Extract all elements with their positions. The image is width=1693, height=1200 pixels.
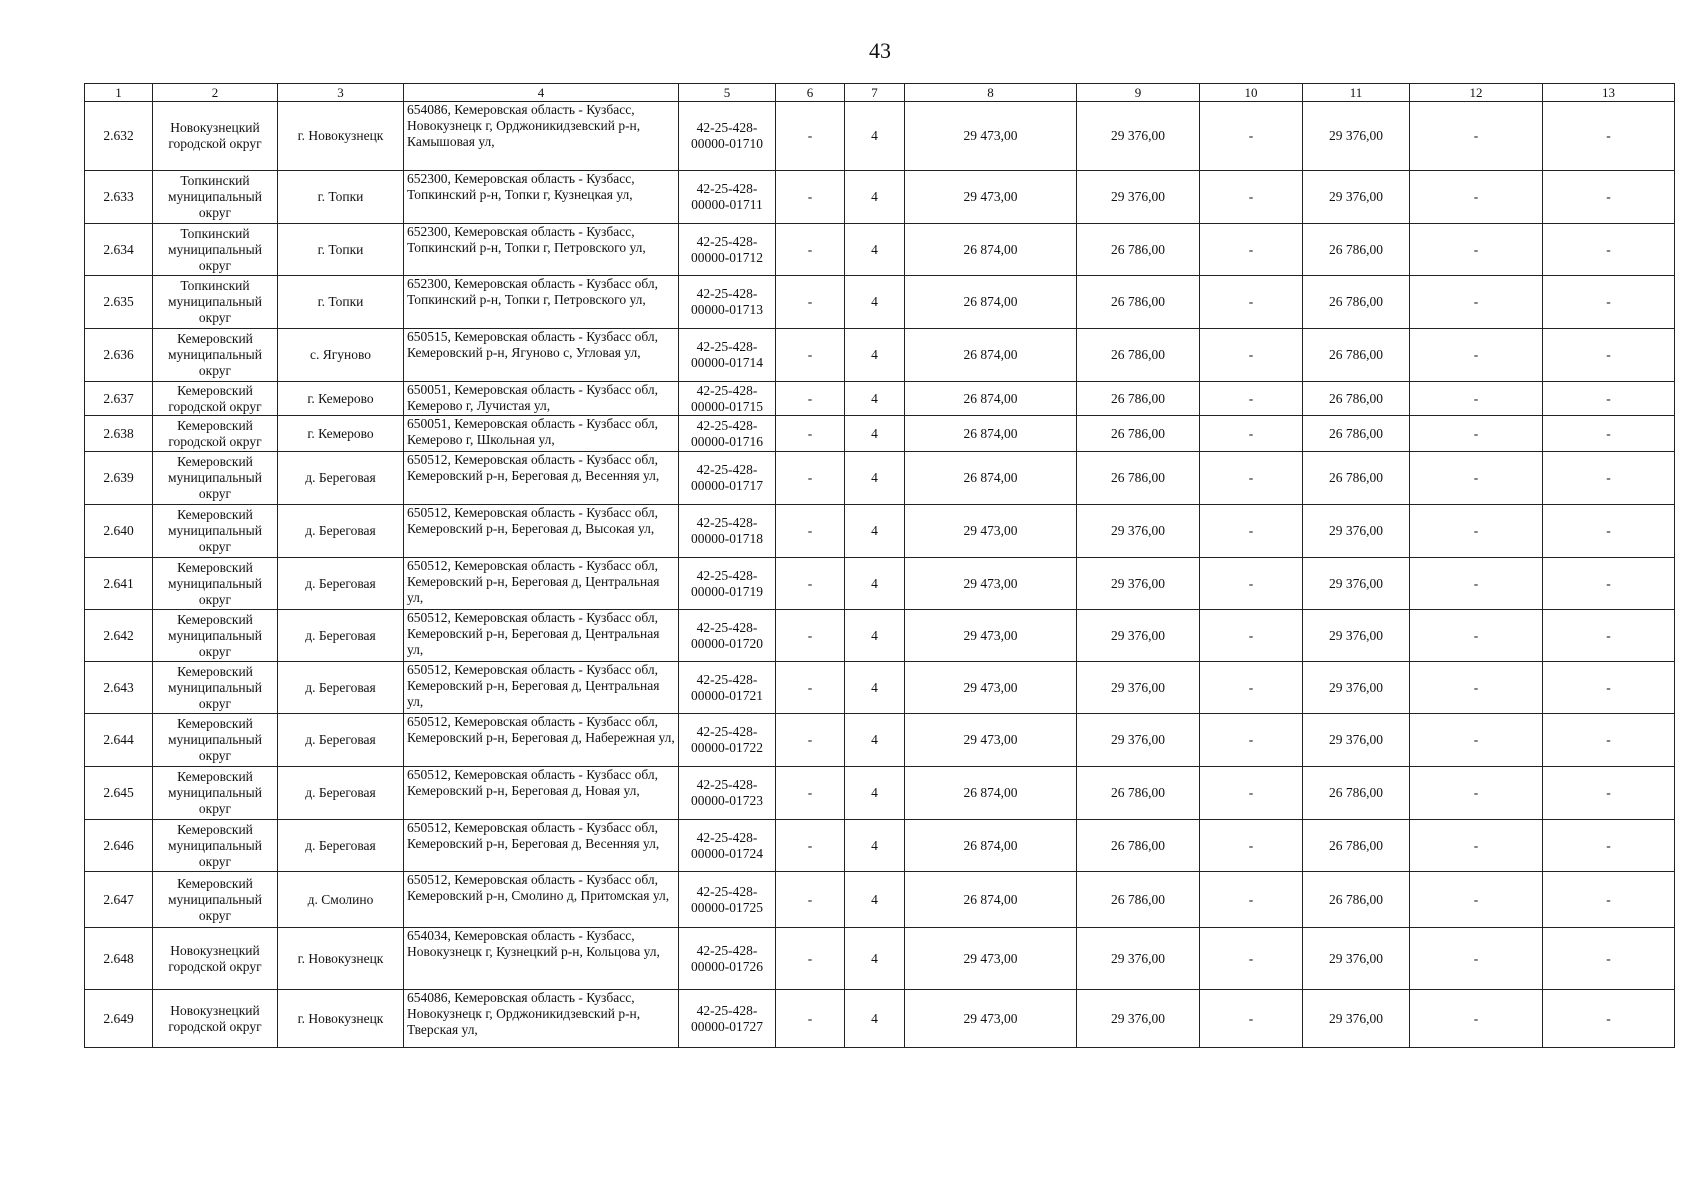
- col6-cell: -: [776, 276, 845, 329]
- col7-cell: 4: [845, 171, 905, 224]
- col6-cell: -: [776, 714, 845, 767]
- table-row: [85, 610, 1675, 662]
- col10-cell: -: [1200, 558, 1303, 610]
- col12-cell: -: [1410, 662, 1543, 714]
- address-cell: 650512, Кемеровская область - Кузбасс обл, Кемеровский р-н, Смолино д, Притомская ул,: [404, 872, 679, 928]
- col8-cell: 26 874,00: [905, 224, 1077, 276]
- code-cell: 42-25-428-00000-01710: [679, 102, 776, 171]
- col9-cell: 26 786,00: [1077, 382, 1200, 416]
- locality-cell: д. Береговая: [278, 662, 404, 714]
- col6-cell: -: [776, 990, 845, 1048]
- col10-cell: -: [1200, 416, 1303, 452]
- col13-cell: -: [1543, 928, 1675, 990]
- district-cell: Кемеровский муниципальный округ: [153, 558, 278, 610]
- address-cell: 654086, Кемеровская область - Кузбасс, Новокузнецк г, Орджоникидзевский р-н, Камышовая ул,: [404, 102, 679, 171]
- col7-cell: 4: [845, 928, 905, 990]
- row-number: 2.649: [85, 990, 153, 1048]
- col13-cell: -: [1543, 767, 1675, 820]
- col8-cell: 29 473,00: [905, 928, 1077, 990]
- table-row: [85, 767, 1675, 820]
- col11-cell: 29 376,00: [1303, 662, 1410, 714]
- col6-cell: -: [776, 382, 845, 416]
- col7-cell: 4: [845, 382, 905, 416]
- table-row: [85, 276, 1675, 329]
- district-cell: Новокузнецкий городской округ: [153, 990, 278, 1048]
- row-number: 2.640: [85, 505, 153, 558]
- column-header: 10: [1200, 84, 1303, 102]
- col6-cell: -: [776, 329, 845, 382]
- address-cell: 652300, Кемеровская область - Кузбасс, Топкинский р-н, Топки г, Кузнецкая ул,: [404, 171, 679, 224]
- address-cell: 650512, Кемеровская область - Кузбасс обл, Кемеровский р-н, Береговая д, Весенняя ул,: [404, 452, 679, 505]
- table-row: [85, 329, 1675, 382]
- col8-cell: 26 874,00: [905, 416, 1077, 452]
- col12-cell: -: [1410, 102, 1543, 171]
- district-cell: Кемеровский муниципальный округ: [153, 505, 278, 558]
- col11-cell: 26 786,00: [1303, 224, 1410, 276]
- code-cell: 42-25-428-00000-01727: [679, 990, 776, 1048]
- col11-cell: 29 376,00: [1303, 610, 1410, 662]
- col9-cell: 26 786,00: [1077, 767, 1200, 820]
- col6-cell: -: [776, 558, 845, 610]
- col13-cell: -: [1543, 872, 1675, 928]
- col9-cell: 29 376,00: [1077, 171, 1200, 224]
- col13-cell: -: [1543, 990, 1675, 1048]
- district-cell: Новокузнецкий городской округ: [153, 102, 278, 171]
- col7-cell: 4: [845, 714, 905, 767]
- address-cell: 650051, Кемеровская область - Кузбасс обл, Кемерово г, Лучистая ул,: [404, 382, 679, 416]
- col10-cell: -: [1200, 452, 1303, 505]
- col6-cell: -: [776, 171, 845, 224]
- col9-cell: 29 376,00: [1077, 610, 1200, 662]
- col12-cell: -: [1410, 224, 1543, 276]
- row-number: 2.635: [85, 276, 153, 329]
- district-cell: Топкинский муниципальный округ: [153, 224, 278, 276]
- code-cell: 42-25-428-00000-01726: [679, 928, 776, 990]
- code-cell: 42-25-428-00000-01724: [679, 820, 776, 872]
- col9-cell: 26 786,00: [1077, 416, 1200, 452]
- col8-cell: 29 473,00: [905, 990, 1077, 1048]
- col9-cell: 26 786,00: [1077, 224, 1200, 276]
- col9-cell: 29 376,00: [1077, 102, 1200, 171]
- col11-cell: 26 786,00: [1303, 416, 1410, 452]
- column-header: 7: [845, 84, 905, 102]
- col13-cell: -: [1543, 662, 1675, 714]
- district-cell: Топкинский муниципальный округ: [153, 276, 278, 329]
- column-header: 6: [776, 84, 845, 102]
- locality-cell: д. Береговая: [278, 820, 404, 872]
- table-row: [85, 872, 1675, 928]
- col8-cell: 26 874,00: [905, 382, 1077, 416]
- col12-cell: -: [1410, 767, 1543, 820]
- col7-cell: 4: [845, 416, 905, 452]
- column-header: 11: [1303, 84, 1410, 102]
- col13-cell: -: [1543, 276, 1675, 329]
- col9-cell: 29 376,00: [1077, 505, 1200, 558]
- col13-cell: -: [1543, 610, 1675, 662]
- row-number: 2.634: [85, 224, 153, 276]
- col13-cell: -: [1543, 820, 1675, 872]
- col8-cell: 26 874,00: [905, 767, 1077, 820]
- col8-cell: 29 473,00: [905, 714, 1077, 767]
- table-row: [85, 452, 1675, 505]
- address-cell: 652300, Кемеровская область - Кузбасс обл, Топкинский р-н, Топки г, Петровского ул,: [404, 276, 679, 329]
- table-row: [85, 662, 1675, 714]
- col12-cell: -: [1410, 171, 1543, 224]
- code-cell: 42-25-428-00000-01718: [679, 505, 776, 558]
- col7-cell: 4: [845, 452, 905, 505]
- locality-cell: г. Топки: [278, 224, 404, 276]
- code-cell: 42-25-428-00000-01711: [679, 171, 776, 224]
- col11-cell: 26 786,00: [1303, 329, 1410, 382]
- col9-cell: 29 376,00: [1077, 558, 1200, 610]
- col12-cell: -: [1410, 872, 1543, 928]
- district-cell: Кемеровский городской округ: [153, 382, 278, 416]
- locality-cell: д. Береговая: [278, 452, 404, 505]
- col13-cell: -: [1543, 452, 1675, 505]
- col11-cell: 26 786,00: [1303, 452, 1410, 505]
- col10-cell: -: [1200, 714, 1303, 767]
- table-body: [85, 102, 1675, 1048]
- row-number: 2.632: [85, 102, 153, 171]
- code-cell: 42-25-428-00000-01714: [679, 329, 776, 382]
- col11-cell: 29 376,00: [1303, 558, 1410, 610]
- col7-cell: 4: [845, 558, 905, 610]
- col9-cell: 29 376,00: [1077, 928, 1200, 990]
- col8-cell: 26 874,00: [905, 820, 1077, 872]
- table-row: [85, 102, 1675, 171]
- address-cell: 650512, Кемеровская область - Кузбасс обл, Кемеровский р-н, Береговая д, Центральная ул,: [404, 558, 679, 610]
- col7-cell: 4: [845, 505, 905, 558]
- row-number: 2.638: [85, 416, 153, 452]
- col6-cell: -: [776, 928, 845, 990]
- col11-cell: 29 376,00: [1303, 505, 1410, 558]
- column-header: 9: [1077, 84, 1200, 102]
- col12-cell: -: [1410, 558, 1543, 610]
- table-row: [85, 171, 1675, 224]
- col8-cell: 29 473,00: [905, 171, 1077, 224]
- code-cell: 42-25-428-00000-01712: [679, 224, 776, 276]
- code-cell: 42-25-428-00000-01716: [679, 416, 776, 452]
- col12-cell: -: [1410, 820, 1543, 872]
- row-number: 2.633: [85, 171, 153, 224]
- column-header: 5: [679, 84, 776, 102]
- col6-cell: -: [776, 452, 845, 505]
- col12-cell: -: [1410, 452, 1543, 505]
- locality-cell: д. Береговая: [278, 767, 404, 820]
- table-row: [85, 558, 1675, 610]
- table-row: [85, 820, 1675, 872]
- col8-cell: 26 874,00: [905, 872, 1077, 928]
- address-cell: 650512, Кемеровская область - Кузбасс обл, Кемеровский р-н, Береговая д, Высокая ул,: [404, 505, 679, 558]
- col10-cell: -: [1200, 990, 1303, 1048]
- code-cell: 42-25-428-00000-01713: [679, 276, 776, 329]
- col10-cell: -: [1200, 610, 1303, 662]
- code-cell: 42-25-428-00000-01723: [679, 767, 776, 820]
- col12-cell: -: [1410, 505, 1543, 558]
- row-number: 2.648: [85, 928, 153, 990]
- locality-cell: д. Береговая: [278, 610, 404, 662]
- col11-cell: 29 376,00: [1303, 928, 1410, 990]
- col6-cell: -: [776, 102, 845, 171]
- col6-cell: -: [776, 662, 845, 714]
- col9-cell: 26 786,00: [1077, 820, 1200, 872]
- col12-cell: -: [1410, 329, 1543, 382]
- code-cell: 42-25-428-00000-01725: [679, 872, 776, 928]
- col12-cell: -: [1410, 928, 1543, 990]
- locality-cell: д. Береговая: [278, 714, 404, 767]
- col8-cell: 26 874,00: [905, 452, 1077, 505]
- district-cell: Кемеровский муниципальный округ: [153, 714, 278, 767]
- locality-cell: д. Береговая: [278, 505, 404, 558]
- col6-cell: -: [776, 610, 845, 662]
- address-cell: 650512, Кемеровская область - Кузбасс обл, Кемеровский р-н, Береговая д, Центральная ул,: [404, 662, 679, 714]
- col7-cell: 4: [845, 329, 905, 382]
- district-cell: Топкинский муниципальный округ: [153, 171, 278, 224]
- col8-cell: 26 874,00: [905, 329, 1077, 382]
- col10-cell: -: [1200, 224, 1303, 276]
- row-number: 2.637: [85, 382, 153, 416]
- col13-cell: -: [1543, 558, 1675, 610]
- district-cell: Кемеровский муниципальный округ: [153, 662, 278, 714]
- district-cell: Кемеровский муниципальный округ: [153, 820, 278, 872]
- col7-cell: 4: [845, 662, 905, 714]
- col7-cell: 4: [845, 276, 905, 329]
- col10-cell: -: [1200, 928, 1303, 990]
- col13-cell: -: [1543, 382, 1675, 416]
- col8-cell: 29 473,00: [905, 102, 1077, 171]
- row-number: 2.647: [85, 872, 153, 928]
- row-number: 2.636: [85, 329, 153, 382]
- col11-cell: 29 376,00: [1303, 714, 1410, 767]
- col9-cell: 26 786,00: [1077, 329, 1200, 382]
- col8-cell: 26 874,00: [905, 276, 1077, 329]
- col13-cell: -: [1543, 102, 1675, 171]
- table-row: [85, 714, 1675, 767]
- code-cell: 42-25-428-00000-01721: [679, 662, 776, 714]
- page-number: 43: [869, 38, 891, 63]
- col6-cell: -: [776, 767, 845, 820]
- col13-cell: -: [1543, 714, 1675, 767]
- col13-cell: -: [1543, 505, 1675, 558]
- column-header: 12: [1410, 84, 1543, 102]
- col12-cell: -: [1410, 714, 1543, 767]
- col10-cell: -: [1200, 382, 1303, 416]
- locality-cell: г. Кемерово: [278, 382, 404, 416]
- col9-cell: 29 376,00: [1077, 714, 1200, 767]
- col12-cell: -: [1410, 990, 1543, 1048]
- col12-cell: -: [1410, 416, 1543, 452]
- locality-cell: г. Топки: [278, 276, 404, 329]
- district-cell: Кемеровский муниципальный округ: [153, 452, 278, 505]
- district-cell: Кемеровский муниципальный округ: [153, 610, 278, 662]
- col12-cell: -: [1410, 610, 1543, 662]
- col6-cell: -: [776, 416, 845, 452]
- table-row: [85, 224, 1675, 276]
- col6-cell: -: [776, 224, 845, 276]
- col12-cell: -: [1410, 276, 1543, 329]
- col8-cell: 29 473,00: [905, 610, 1077, 662]
- col12-cell: -: [1410, 382, 1543, 416]
- col8-cell: 29 473,00: [905, 662, 1077, 714]
- table-row: [85, 416, 1675, 452]
- address-cell: 650051, Кемеровская область - Кузбасс обл, Кемерово г, Школьная ул,: [404, 416, 679, 452]
- col11-cell: 29 376,00: [1303, 171, 1410, 224]
- col8-cell: 29 473,00: [905, 558, 1077, 610]
- col6-cell: -: [776, 820, 845, 872]
- row-number: 2.646: [85, 820, 153, 872]
- address-cell: 654034, Кемеровская область - Кузбасс, Новокузнецк г, Кузнецкий р-н, Кольцова ул,: [404, 928, 679, 990]
- code-cell: 42-25-428-00000-01722: [679, 714, 776, 767]
- data-table: [84, 83, 1675, 1048]
- column-header: 1: [85, 84, 153, 102]
- col11-cell: 26 786,00: [1303, 767, 1410, 820]
- col7-cell: 4: [845, 610, 905, 662]
- row-number: 2.644: [85, 714, 153, 767]
- col10-cell: -: [1200, 276, 1303, 329]
- column-header: 2: [153, 84, 278, 102]
- col10-cell: -: [1200, 102, 1303, 171]
- col9-cell: 26 786,00: [1077, 452, 1200, 505]
- col8-cell: 29 473,00: [905, 505, 1077, 558]
- col13-cell: -: [1543, 224, 1675, 276]
- col10-cell: -: [1200, 505, 1303, 558]
- col9-cell: 26 786,00: [1077, 276, 1200, 329]
- column-header: 13: [1543, 84, 1675, 102]
- district-cell: Кемеровский муниципальный округ: [153, 329, 278, 382]
- locality-cell: с. Ягуново: [278, 329, 404, 382]
- column-header: 4: [404, 84, 679, 102]
- col7-cell: 4: [845, 990, 905, 1048]
- col9-cell: 29 376,00: [1077, 662, 1200, 714]
- district-cell: Кемеровский муниципальный округ: [153, 767, 278, 820]
- col6-cell: -: [776, 872, 845, 928]
- locality-cell: г. Новокузнецк: [278, 928, 404, 990]
- col11-cell: 29 376,00: [1303, 102, 1410, 171]
- col10-cell: -: [1200, 171, 1303, 224]
- col7-cell: 4: [845, 224, 905, 276]
- col7-cell: 4: [845, 767, 905, 820]
- col11-cell: 26 786,00: [1303, 276, 1410, 329]
- col7-cell: 4: [845, 820, 905, 872]
- district-cell: Кемеровский городской округ: [153, 416, 278, 452]
- address-cell: 650512, Кемеровская область - Кузбасс обл, Кемеровский р-н, Береговая д, Весенняя ул,: [404, 820, 679, 872]
- col13-cell: -: [1543, 329, 1675, 382]
- col10-cell: -: [1200, 872, 1303, 928]
- row-number: 2.643: [85, 662, 153, 714]
- col11-cell: 26 786,00: [1303, 820, 1410, 872]
- locality-cell: д. Береговая: [278, 558, 404, 610]
- table-row: [85, 505, 1675, 558]
- address-cell: 652300, Кемеровская область - Кузбасс, Топкинский р-н, Топки г, Петровского ул,: [404, 224, 679, 276]
- col7-cell: 4: [845, 102, 905, 171]
- code-cell: 42-25-428-00000-01720: [679, 610, 776, 662]
- address-cell: 650515, Кемеровская область - Кузбасс обл, Кемеровский р-н, Ягуново с, Угловая ул,: [404, 329, 679, 382]
- column-header: 8: [905, 84, 1077, 102]
- locality-cell: г. Новокузнецк: [278, 990, 404, 1048]
- col9-cell: 29 376,00: [1077, 990, 1200, 1048]
- address-cell: 650512, Кемеровская область - Кузбасс обл, Кемеровский р-н, Береговая д, Набережная ул,: [404, 714, 679, 767]
- row-number: 2.645: [85, 767, 153, 820]
- code-cell: 42-25-428-00000-01719: [679, 558, 776, 610]
- col10-cell: -: [1200, 820, 1303, 872]
- address-cell: 650512, Кемеровская область - Кузбасс обл, Кемеровский р-н, Береговая д, Новая ул,: [404, 767, 679, 820]
- table-row: [85, 382, 1675, 416]
- row-number: 2.641: [85, 558, 153, 610]
- table-row: [85, 990, 1675, 1048]
- address-cell: 650512, Кемеровская область - Кузбасс обл, Кемеровский р-н, Береговая д, Центральная ул,: [404, 610, 679, 662]
- col9-cell: 26 786,00: [1077, 872, 1200, 928]
- col10-cell: -: [1200, 662, 1303, 714]
- col13-cell: -: [1543, 171, 1675, 224]
- col10-cell: -: [1200, 329, 1303, 382]
- col11-cell: 29 376,00: [1303, 990, 1410, 1048]
- column-header: 3: [278, 84, 404, 102]
- col11-cell: 26 786,00: [1303, 872, 1410, 928]
- locality-cell: г. Новокузнецк: [278, 102, 404, 171]
- address-cell: 654086, Кемеровская область - Кузбасс, Новокузнецк г, Орджоникидзевский р-н, Тверская ул,: [404, 990, 679, 1048]
- row-number: 2.639: [85, 452, 153, 505]
- col6-cell: -: [776, 505, 845, 558]
- district-cell: Новокузнецкий городской округ: [153, 928, 278, 990]
- locality-cell: д. Смолино: [278, 872, 404, 928]
- table-row: [85, 928, 1675, 990]
- col10-cell: -: [1200, 767, 1303, 820]
- locality-cell: г. Топки: [278, 171, 404, 224]
- header-row: [85, 84, 1675, 102]
- row-number: 2.642: [85, 610, 153, 662]
- col11-cell: 26 786,00: [1303, 382, 1410, 416]
- col7-cell: 4: [845, 872, 905, 928]
- code-cell: 42-25-428-00000-01715: [679, 382, 776, 416]
- locality-cell: г. Кемерово: [278, 416, 404, 452]
- col13-cell: -: [1543, 416, 1675, 452]
- district-cell: Кемеровский муниципальный округ: [153, 872, 278, 928]
- code-cell: 42-25-428-00000-01717: [679, 452, 776, 505]
